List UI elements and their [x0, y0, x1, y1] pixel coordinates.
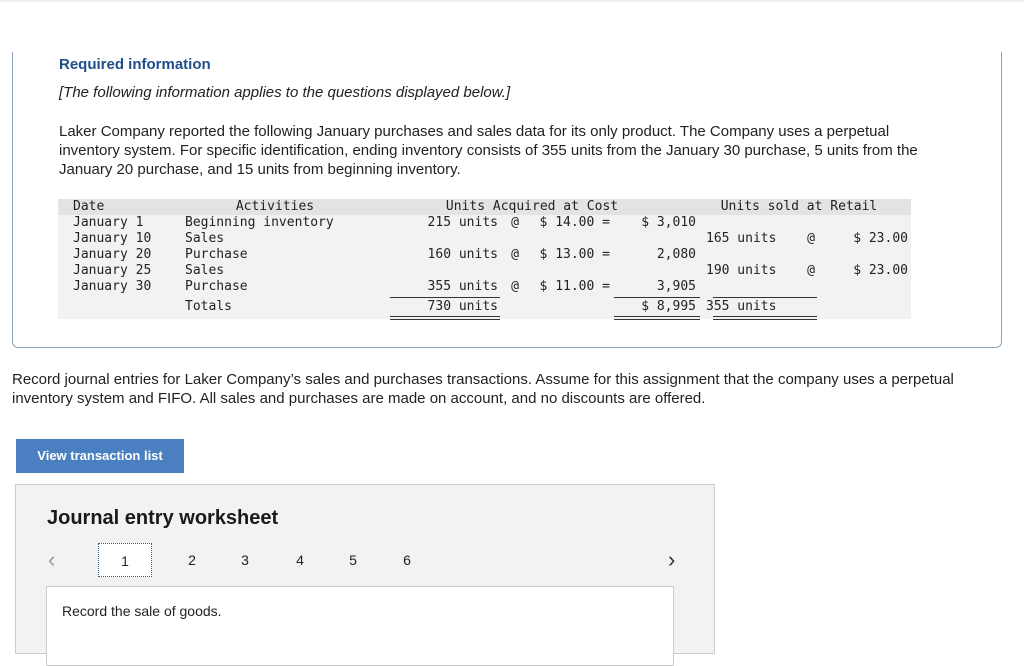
cell-sold-price: $ 23.00: [853, 231, 908, 246]
cell-acquired-total: 2,080: [656, 247, 696, 262]
chevron-left-icon[interactable]: ‹: [48, 547, 56, 572]
cell-acquired-price: $ 13.00 =: [539, 247, 610, 262]
worksheet-page-5[interactable]: 5: [349, 552, 357, 568]
sold-units-double-underline: [713, 319, 817, 320]
cell-date: January 25: [73, 263, 152, 278]
journal-entry-worksheet: [15, 484, 715, 654]
cell-date: January 30: [73, 279, 152, 294]
cell-acquired-price: $ 14.00 =: [539, 215, 610, 230]
cell-acquired-at: @: [511, 279, 519, 294]
sold-units-underline: [713, 297, 817, 298]
totals-sold-units: 355 units: [706, 299, 777, 314]
cell-activity: Sales: [185, 231, 225, 246]
cell-acquired-total: $ 3,010: [641, 215, 696, 230]
worksheet-title: Journal entry worksheet: [47, 507, 279, 529]
required-information-panel: [12, 52, 1002, 348]
cell-sold-at: @: [807, 263, 815, 278]
cell-acquired-price: $ 11.00 =: [539, 279, 610, 294]
header-date: Date: [73, 199, 105, 214]
cell-activity: Sales: [185, 263, 225, 278]
cell-sold-at: @: [807, 231, 815, 246]
cell-sold-units: 190 units: [706, 263, 777, 278]
cell-acquired-at: @: [511, 247, 519, 262]
cell-sold-units: 165 units: [706, 231, 777, 246]
cell-acquired-units: 215 units: [427, 215, 498, 230]
worksheet-page-6[interactable]: 6: [403, 552, 411, 568]
inventory-data-table: [58, 199, 911, 319]
acquired-units-double-underline: [390, 319, 500, 320]
worksheet-page-2[interactable]: 2: [188, 552, 196, 568]
view-transaction-list-button[interactable]: View transaction list: [16, 439, 184, 473]
cell-acquired-units: 160 units: [427, 247, 498, 262]
cell-activity: Purchase: [185, 247, 248, 262]
cell-date: January 1: [73, 215, 144, 230]
cell-sold-price: $ 23.00: [853, 263, 908, 278]
acquired-units-underline: [390, 297, 500, 298]
totals-acquired-units: 730 units: [427, 299, 498, 314]
header-activities: Activities: [235, 199, 315, 214]
required-information-subtitle: [The following information applies to the questions displayed below.]: [59, 84, 511, 101]
worksheet-card-text: Record the sale of goods.: [62, 603, 222, 619]
cell-acquired-units: 355 units: [427, 279, 498, 294]
worksheet-card: [46, 586, 674, 666]
cell-activity: Purchase: [185, 279, 248, 294]
acquired-total-underline: [614, 297, 700, 298]
header-units-acquired: Units Acquired at Cost: [445, 199, 619, 214]
cell-activity: Beginning inventory: [185, 215, 334, 230]
cell-acquired-at: @: [511, 215, 519, 230]
worksheet-page-3[interactable]: 3: [241, 552, 249, 568]
assignment-instructions: Record journal entries for Laker Company’s sales and purchases transactions. Assume for this assignment that the company uses a perpetual inventory system and FIFO. All sales and purchases are made on account, and no discounts are offered.: [12, 371, 954, 407]
cell-date: January 10: [73, 231, 152, 246]
totals-label: Totals: [185, 299, 232, 314]
acquired-total-double-underline: [614, 319, 700, 320]
cell-acquired-total: 3,905: [656, 279, 696, 294]
top-divider: [0, 0, 1024, 2]
sold-units-double-underline: [713, 316, 817, 317]
acquired-total-double-underline: [614, 316, 700, 317]
header-units-sold: Units sold at Retail: [720, 199, 878, 214]
acquired-units-double-underline: [390, 316, 500, 317]
cell-date: January 20: [73, 247, 152, 262]
chevron-right-icon[interactable]: ›: [668, 547, 676, 572]
problem-description: Laker Company reported the following January purchases and sales data for its only product. The Company uses a perpetual inventory system. For specific identification, ending inventory consists of 355 units from the January 30 purchase, 5 units from the January 20 purchase, and 15 units from beginning inventory.: [59, 123, 918, 178]
totals-acquired-total: $ 8,995: [641, 299, 696, 314]
required-information-title: Required information: [59, 56, 211, 73]
worksheet-page-1[interactable]: 1: [98, 543, 152, 577]
worksheet-page-4[interactable]: 4: [296, 552, 304, 568]
